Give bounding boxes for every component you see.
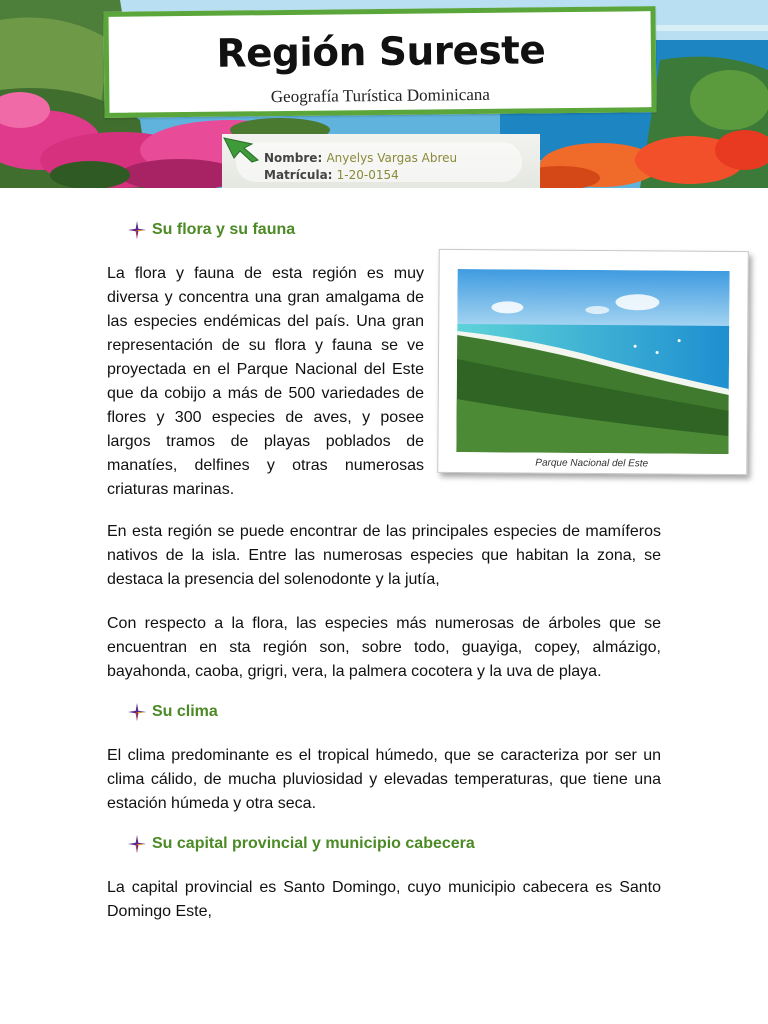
student-id-line [264, 168, 399, 182]
header-banner [0, 0, 768, 188]
paragraph-clima: El clima predominante es el tropical húmedo, que se caracteriza por ser un clima cálido, de mucha pluviosidad y elevadas temperaturas, que tiene una estación húmeda y otra seca. [107, 747, 661, 812]
page-subtitle: Geografía Turística Dominicana [270, 84, 490, 107]
student-id-value: 1-20-0154 [336, 168, 399, 182]
paragraph-flora-fauna-1: La flora y fauna de esta región es muy diversa y concentra una gran amalgama de las especies endémicas del país. Una gran representación de su flora y fauna se ve proyectada en el Parque Nacional del Este que da cobijo a más de 500 variedades de flores y 300 especies de aves, y posee largos tramos de playas poblados de manatíes, delfines y otras numerosas criaturas marinas. [107, 265, 424, 498]
student-id-label: Matrícula: [264, 168, 333, 182]
title-box [103, 6, 656, 118]
student-info-box [222, 134, 540, 188]
star-bullet-icon [128, 703, 146, 721]
photo-frame [437, 249, 749, 475]
page-title: Región Sureste [216, 28, 546, 77]
student-name-label: Nombre: [264, 151, 323, 165]
paragraph-flora-fauna-2: En esta región se puede encontrar de las principales especies de mamíferos nativos de la isla. Entre las numerosas especies que habitan la zona, se destaca la presencia del solenodonte y la jutía, [107, 523, 661, 588]
pointer-arrow-icon [222, 134, 264, 164]
student-name-line [264, 151, 457, 165]
heading-clima: Su clima [128, 703, 218, 721]
student-name-value: Anyelys Vargas Abreu [326, 151, 458, 165]
star-bullet-icon [128, 835, 146, 853]
heading-flora-fauna: Su flora y su fauna [128, 221, 295, 239]
star-bullet-icon [128, 221, 146, 239]
paragraph-capital: La capital provincial es Santo Domingo, cuyo municipio cabecera es Santo Domingo Este, [107, 879, 661, 920]
paragraph-flora-fauna-3: Con respecto a la flora, las especies más numerosas de árboles que se encuentran en sta región son, sobre todo, guayiga, copey, almázigo, bayahonda, caoba, grigri, vera, la palmera cocotera y la uva de playa. [107, 615, 661, 680]
beach-photo-image [456, 269, 729, 454]
heading-capital: Su capital provincial y municipio cabecera [128, 835, 475, 853]
photo-caption: Parque Nacional del Este [535, 457, 649, 470]
